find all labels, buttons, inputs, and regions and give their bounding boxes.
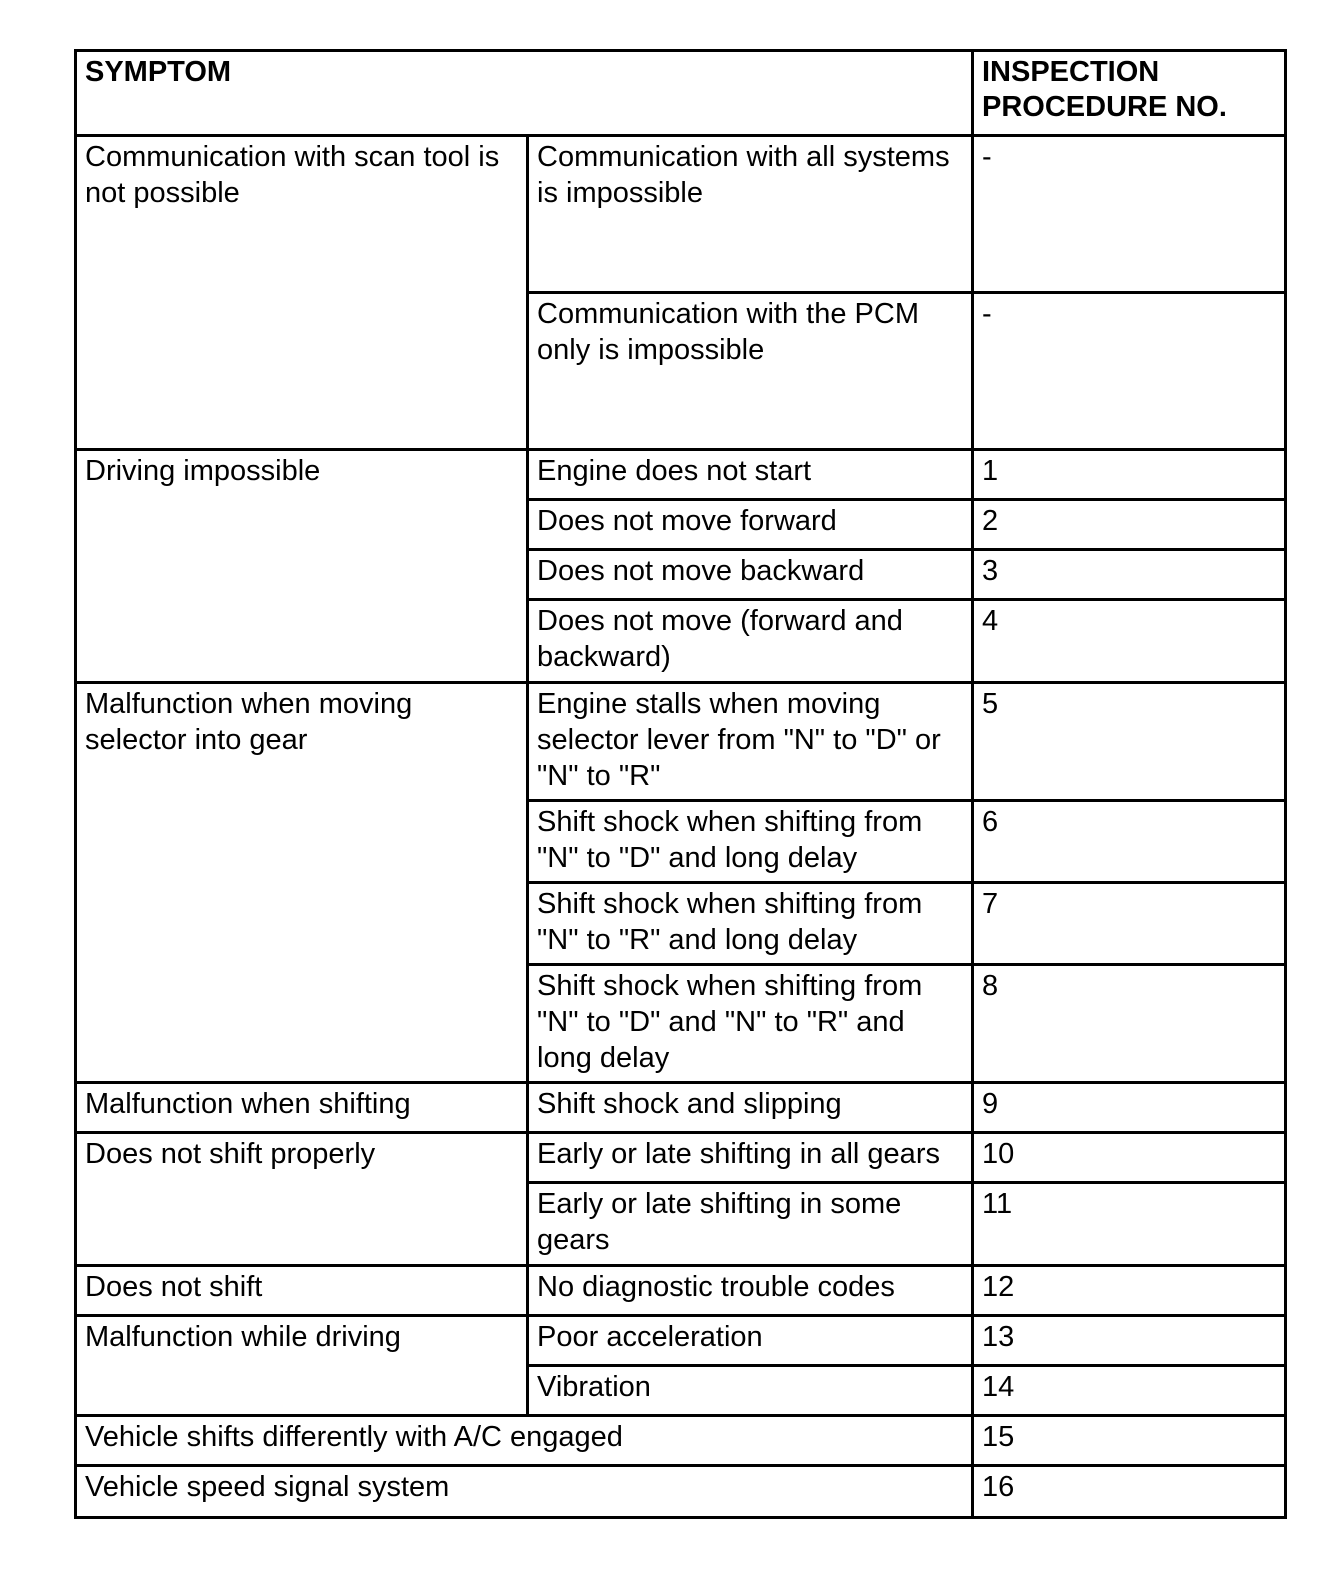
procedure-cell: 12 — [973, 1266, 1286, 1316]
table-row — [76, 1083, 1286, 1133]
table-row — [76, 1316, 1286, 1366]
procedure-cell: 11 — [973, 1183, 1286, 1266]
detail-cell: Poor acceleration — [528, 1316, 973, 1366]
procedure-cell: 10 — [973, 1133, 1286, 1183]
detail-cell: Shift shock when shifting from "N" to "D" and long delay — [528, 801, 973, 883]
symptom-header: SYMPTOM — [76, 51, 973, 136]
detail-cell: No diagnostic trouble codes — [528, 1266, 973, 1316]
detail-cell: Does not move (forward and backward) — [528, 600, 973, 683]
procedure-cell: 7 — [973, 883, 1286, 965]
detail-cell: Early or late shifting in some gears — [528, 1183, 973, 1266]
detail-cell: Does not move backward — [528, 550, 973, 600]
symptom-cell: Does not shift — [76, 1266, 528, 1316]
procedure-cell: 3 — [973, 550, 1286, 600]
procedure-cell: 4 — [973, 600, 1286, 683]
detail-cell: Shift shock when shifting from "N" to "R" and long delay — [528, 883, 973, 965]
procedure-cell: 5 — [973, 683, 1286, 801]
symptom-cell: Malfunction when moving selector into gear — [76, 683, 528, 1083]
header-row — [76, 51, 1286, 136]
symptom-cell: Vehicle shifts differently with A/C engaged — [76, 1416, 973, 1466]
detail-cell: Communication with all systems is impossible — [528, 136, 973, 293]
procedure-cell: 9 — [973, 1083, 1286, 1133]
detail-cell: Engine stalls when moving selector lever from "N" to "D" or "N" to "R" — [528, 683, 973, 801]
detail-cell: Engine does not start — [528, 450, 973, 500]
procedure-cell: - — [973, 293, 1286, 450]
table-row — [76, 450, 1286, 500]
symptom-cell: Communication with scan tool is not possible — [76, 136, 528, 450]
symptom-cell: Malfunction while driving — [76, 1316, 528, 1416]
procedure-cell: 1 — [973, 450, 1286, 500]
procedure-cell: 14 — [973, 1366, 1286, 1416]
symptom-cell: Vehicle speed signal system — [76, 1466, 973, 1518]
procedure-cell: 15 — [973, 1416, 1286, 1466]
procedure-cell: 2 — [973, 500, 1286, 550]
table-row — [76, 1416, 1286, 1466]
table-row — [76, 1133, 1286, 1183]
table-row — [76, 683, 1286, 801]
table-row — [76, 1266, 1286, 1316]
detail-cell: Shift shock and slipping — [528, 1083, 973, 1133]
symptom-cell: Does not shift properly — [76, 1133, 528, 1266]
symptom-table — [74, 49, 1287, 1519]
table-row — [76, 1466, 1286, 1518]
procedure-cell: 6 — [973, 801, 1286, 883]
detail-cell: Shift shock when shifting from "N" to "D" and "N" to "R" and long delay — [528, 965, 973, 1083]
table-row — [76, 136, 1286, 293]
symptom-cell: Malfunction when shifting — [76, 1083, 528, 1133]
procedure-header: INSPECTION PROCEDURE NO. — [973, 51, 1286, 136]
procedure-cell: 13 — [973, 1316, 1286, 1366]
procedure-cell: 16 — [973, 1466, 1286, 1518]
detail-cell: Does not move forward — [528, 500, 973, 550]
procedure-cell: - — [973, 136, 1286, 293]
detail-cell: Communication with the PCM only is impossible — [528, 293, 973, 450]
procedure-cell: 8 — [973, 965, 1286, 1083]
detail-cell: Vibration — [528, 1366, 973, 1416]
symptom-cell: Driving impossible — [76, 450, 528, 683]
detail-cell: Early or late shifting in all gears — [528, 1133, 973, 1183]
